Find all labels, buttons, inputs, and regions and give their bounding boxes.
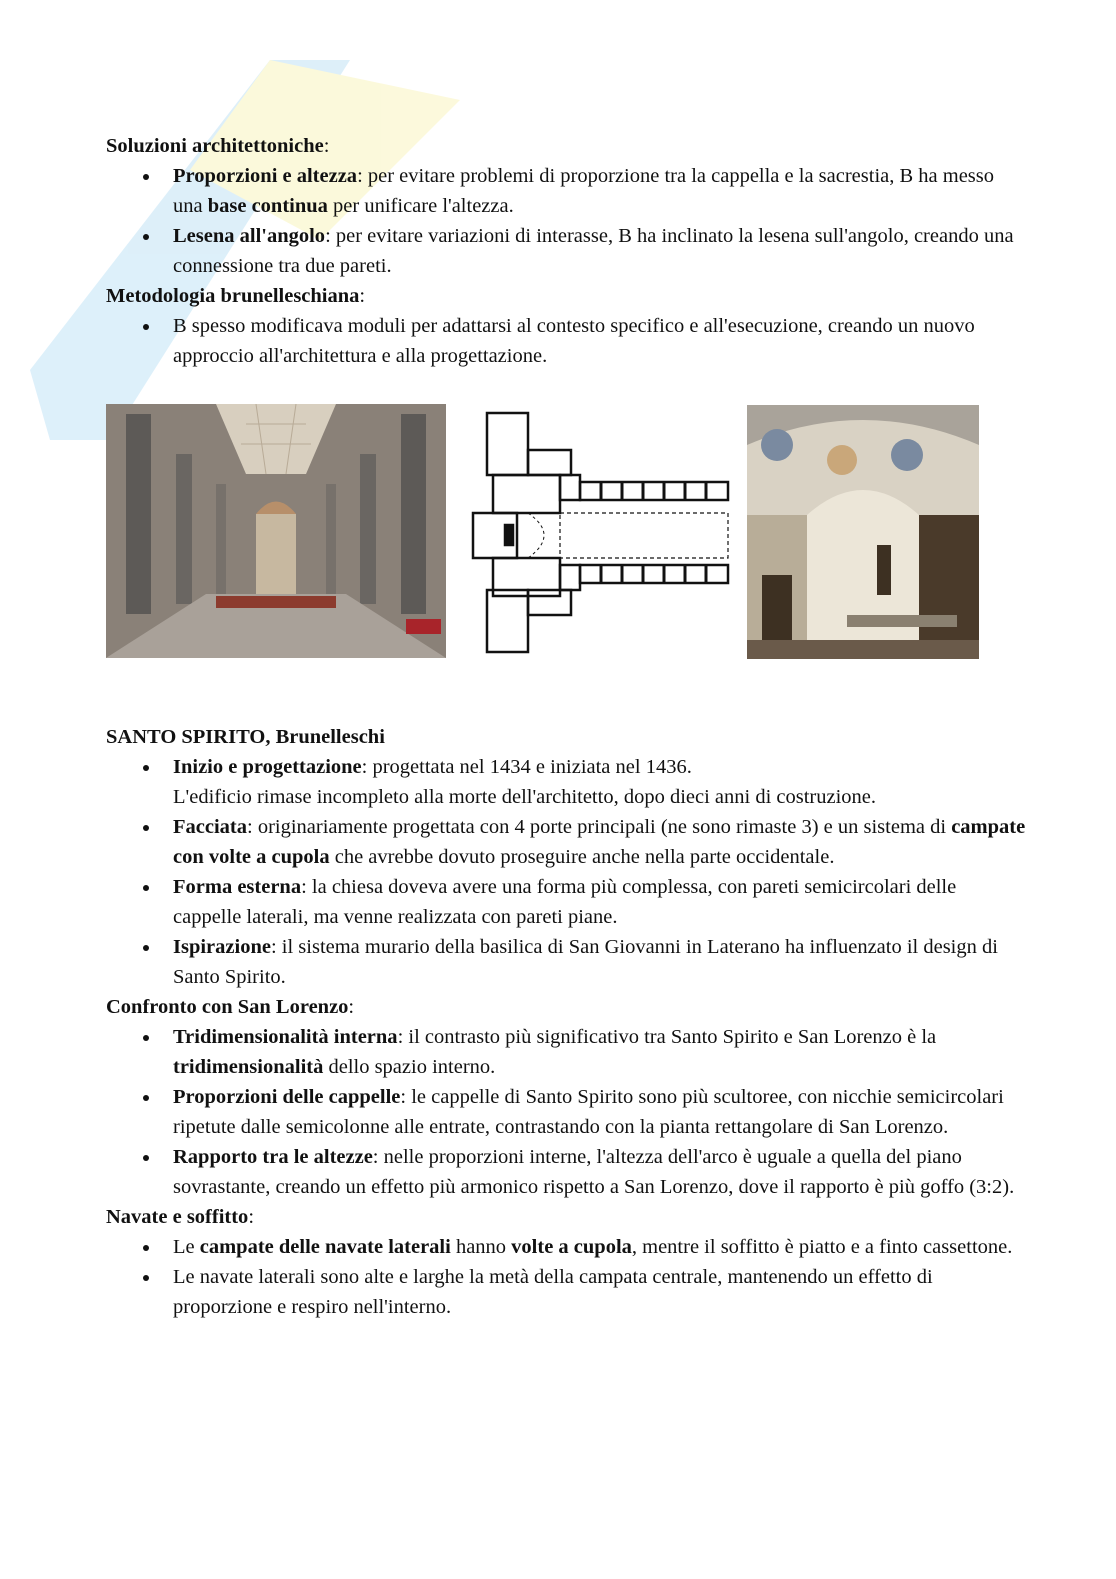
text-run: : xyxy=(323,135,330,157)
list-item xyxy=(106,752,1026,812)
bold-term: Metodologia brunelleschiana xyxy=(106,285,360,307)
text-run: : il sistema murario della basilica di San Giovanni in Laterano ha influenzato il design di Santo Spirito. xyxy=(173,936,998,988)
text-run: hanno xyxy=(450,1236,512,1258)
bullet-list xyxy=(106,161,1026,281)
bold-term: tridimensionalità xyxy=(173,1056,324,1078)
bold-term: Tridimensionalità interna xyxy=(173,1026,398,1048)
text-run: , mentre il soffitto è piatto e a finto cassettone. xyxy=(631,1236,1013,1258)
bold-term: Ispirazione xyxy=(173,936,271,958)
list-item xyxy=(106,221,1026,281)
bold-term: campate con volte a cupola xyxy=(173,816,1026,868)
text-run: : nelle proporzioni interne, l'altezza dell'arco è uguale a quella del piano sovrastante, creando un effetto più armonico rispetto a San Lorenzo, dove il rapporto è più goffo (3:2). xyxy=(173,1146,1015,1198)
text-run: L'edificio rimase incompleto alla morte dell'architetto, dopo dieci anni di costruzione. xyxy=(173,786,877,808)
text-run: Le navate laterali sono alte e larghe la metà della campata centrale, mantenendo un effetto di proporzione e respiro nell'interno. xyxy=(173,1266,933,1318)
text-run: per unificare l'altezza. xyxy=(327,195,514,217)
text-run: dello spazio interno. xyxy=(323,1056,496,1078)
bold-term: campate delle navate laterali xyxy=(199,1236,451,1258)
text-run: : la chiesa doveva avere una forma più complessa, con pareti semicircolari delle cappelle laterali, ma venne realizzata con pareti piane. xyxy=(173,876,957,928)
bold-term: Facciata xyxy=(173,816,247,838)
list-item xyxy=(106,1082,1026,1142)
bold-term: Forma esterna xyxy=(173,876,302,898)
text-run: : xyxy=(348,996,355,1018)
bold-term: Inizio e progettazione xyxy=(173,756,362,778)
text-run: : xyxy=(359,285,366,307)
bold-term: Navate e soffitto xyxy=(106,1206,249,1228)
list-item xyxy=(106,1262,1026,1322)
santo-spirito-floor-plan xyxy=(460,400,740,660)
bold-term: volte a cupola xyxy=(511,1236,632,1258)
bold-term: Rapporto tra le altezze xyxy=(173,1146,373,1168)
text-run: : per evitare variazioni di interasse, B ha inclinato la lesena sull'angolo, creando una connessione tra due pareti. xyxy=(173,225,1014,277)
section-heading xyxy=(106,281,1026,311)
section-heading xyxy=(106,1202,1026,1232)
bullet-list xyxy=(106,752,1026,992)
text-run: : il contrasto più significativo tra Santo Spirito e San Lorenzo è la xyxy=(397,1026,937,1048)
section-heading xyxy=(106,722,1026,752)
bullet-list xyxy=(106,1232,1026,1322)
san-lorenzo-nave-photo xyxy=(106,404,446,658)
list-item xyxy=(106,1022,1026,1082)
list-item xyxy=(106,812,1026,872)
list-item xyxy=(106,932,1026,992)
bold-term: Proporzioni delle cappelle xyxy=(173,1086,401,1108)
bold-term: Lesena all'angolo xyxy=(173,225,326,247)
bold-term: Confronto con San Lorenzo xyxy=(106,996,349,1018)
list-item xyxy=(106,872,1026,932)
text-run: B spesso modificava moduli per adattarsi al contesto specifico e all'esecuzione, creando un nuovo approccio all'architettura e alla progettazione. xyxy=(173,315,975,367)
bullet-list xyxy=(106,311,1026,371)
text-run: : originariamente progettata con 4 porte principali (ne sono rimaste 3) e un sistema di xyxy=(247,816,952,838)
text-run: che avrebbe dovuto proseguire anche nella parte occidentale. xyxy=(329,846,835,868)
list-item xyxy=(106,1232,1026,1262)
section-heading xyxy=(106,992,1026,1022)
list-item xyxy=(106,161,1026,221)
text-run: Le xyxy=(173,1236,200,1258)
old-sacristy-photo xyxy=(747,405,979,659)
text-run: : xyxy=(248,1206,255,1228)
list-item xyxy=(106,1142,1026,1202)
text-run: : per evitare problemi di proporzione tra la cappella e la sacrestia, B ha messo una xyxy=(173,165,995,217)
text-run: : le cappelle di Santo Spirito sono più scultoree, con nicchie semicircolari ripetute dalle semicolonne alle entrate, contrastando con la pianta rettangolare di San Lorenzo. xyxy=(173,1086,1004,1138)
section-santo-spirito xyxy=(106,722,1026,1322)
list-item xyxy=(106,311,1026,371)
bold-term: base continua xyxy=(207,195,328,217)
bold-term: Soluzioni architettoniche xyxy=(106,135,324,157)
section-soluzioni xyxy=(106,131,1026,371)
bold-term: SANTO SPIRITO, Brunelleschi xyxy=(106,726,385,748)
text-run: : progettata nel 1434 e iniziata nel 1436. xyxy=(361,756,692,778)
bold-term: Proporzioni e altezza xyxy=(173,165,358,187)
section-heading xyxy=(106,131,1026,161)
bullet-list xyxy=(106,1022,1026,1202)
